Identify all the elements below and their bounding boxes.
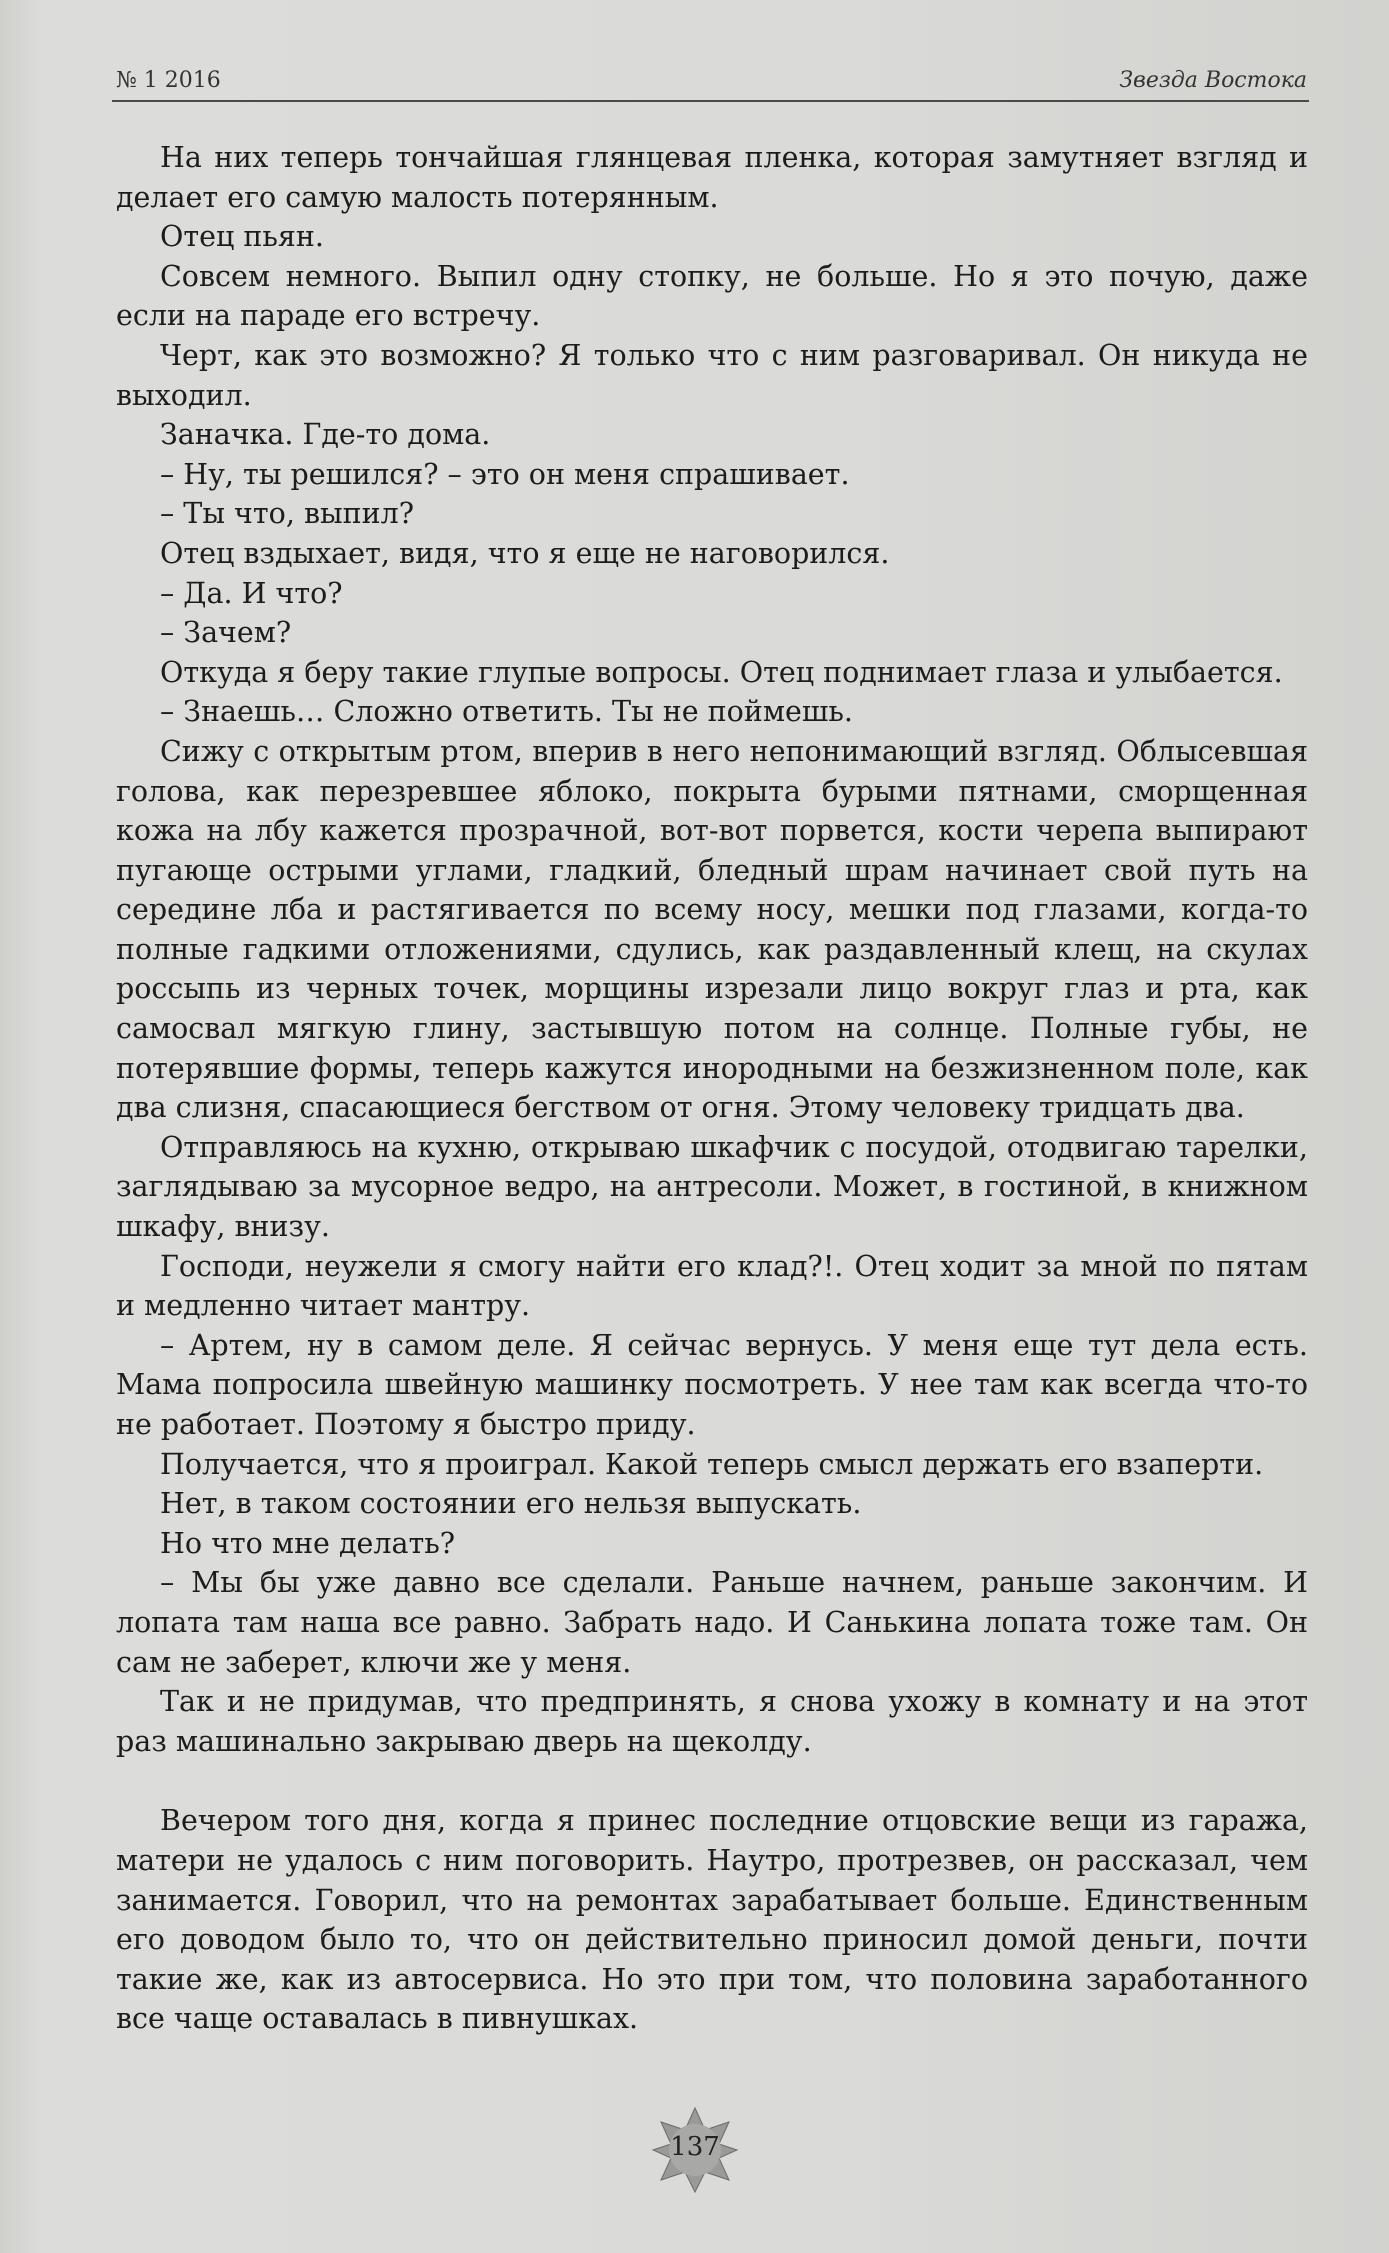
- paragraph: – Да. И что?: [160, 576, 343, 610]
- paragraph: Заначка. Где-то дома.: [160, 418, 491, 452]
- paragraph: Отец вздыхает, видя, что я еще не наговорился.: [160, 536, 890, 570]
- paragraph: – Ну, ты решился? – это он меня спрашивает.: [160, 457, 850, 491]
- running-header: [112, 66, 1309, 102]
- paragraph: Отец пьян.: [160, 220, 324, 254]
- paragraph: Так и не придумав, что предпринять, я снова ухожу в комнату и на этот раз машинально закрываю дверь на щеколду.: [116, 1685, 1308, 1758]
- issue-label: № 1 2016: [116, 68, 221, 93]
- paragraph: Отправляюсь на кухню, открываю шкафчик с посудой, отодвигаю тарелки, заглядываю за мусорное ведро, на антресоли. Может, в гостиной, в книжном шкафу, внизу.: [116, 1130, 1308, 1244]
- journal-title: Звезда Востока: [1119, 68, 1307, 93]
- page-number-badge: [651, 2106, 739, 2194]
- paragraph: Получается, что я проиграл. Какой теперь смысл держать его взаперти.: [160, 1447, 1264, 1481]
- paragraph: – Артем, ну в самом деле. Я сейчас вернусь. У меня еще тут дела есть. Мама попросила швейную машинку посмотреть. У нее там как всегда что-то не работает. Поэтому я быстро приду.: [116, 1328, 1308, 1441]
- paragraph: – Ты что, выпил?: [160, 497, 415, 531]
- paragraph: Вечером того дня, когда я принес последние отцовские вещи из гаража, матери не удалось с ним поговорить. Наутро, протрезвев, он рассказал, чем занимается. Говорил, что на ремонтах зарабатывает больше. Единственным его доводом было то, что он действительно приносил домой деньги, почти такие же, как из автосервиса. Но это при том, что половина заработанного все чаще оставалась в пивнушках.: [116, 1804, 1308, 2036]
- paragraph: – Зачем?: [160, 616, 292, 650]
- paragraph: На них теперь тончайшая глянцевая пленка, которая замутняет взгляд и делает его самую малость потерянным.: [116, 141, 1308, 214]
- body-text: [116, 138, 1308, 2039]
- paragraph: – Знаешь… Сложно ответить. Ты не поймешь.: [160, 695, 853, 729]
- paragraph: Откуда я беру такие глупые вопросы. Отец поднимает глаза и улыбается.: [160, 655, 1283, 689]
- paragraph: Нет, в таком состоянии его нельзя выпускать.: [160, 1487, 862, 1521]
- paragraph: – Мы бы уже давно все сделали. Раньше начнем, раньше закончим. И лопата там наша все равно. Забрать надо. И Санькина лопата тоже там. Он сам не заберет, ключи же у меня.: [116, 1566, 1308, 1679]
- page-number: 137: [670, 2132, 720, 2162]
- paragraph: Но что мне делать?: [160, 1526, 456, 1560]
- paragraph: Черт, как это возможно? Я только что с ним разговаривал. Он никуда не выходил.: [116, 338, 1308, 412]
- paragraph: Сижу с открытым ртом, вперив в него непонимающий взгляд. Облысевшая голова, как перезревшее яблоко, покрыта бурыми пятнами, сморщенная кожа на лбу кажется прозрачной, вот-вот порвется, кости черепа выпирают пугающе острыми углами, гладкий, бледный шрам начинает свой путь на середине лба и растягивается по всему носу, мешки под глазами, когда-то полные гадкими отложениями, сдулись, как раздавленный клещ, на скулах россыпь из черных точек, морщины изрезали лицо вокруг глаз и рта, как самосвал мягкую глину, застывшую потом на солнце. Полные губы, не потерявшие формы, теперь кажутся инородными на безжизненном поле, как два слизня, спасающиеся бегством от огня. Этому человеку тридцать два.: [116, 734, 1308, 1125]
- paragraph: Совсем немного. Выпил одну стопку, не больше. Но я это почую, даже если на параде его встречу.: [116, 259, 1308, 333]
- paragraph: Господи, неужели я смогу найти его клад?!. Отец ходит за мной по пятам и медленно читает мантру.: [116, 1249, 1308, 1323]
